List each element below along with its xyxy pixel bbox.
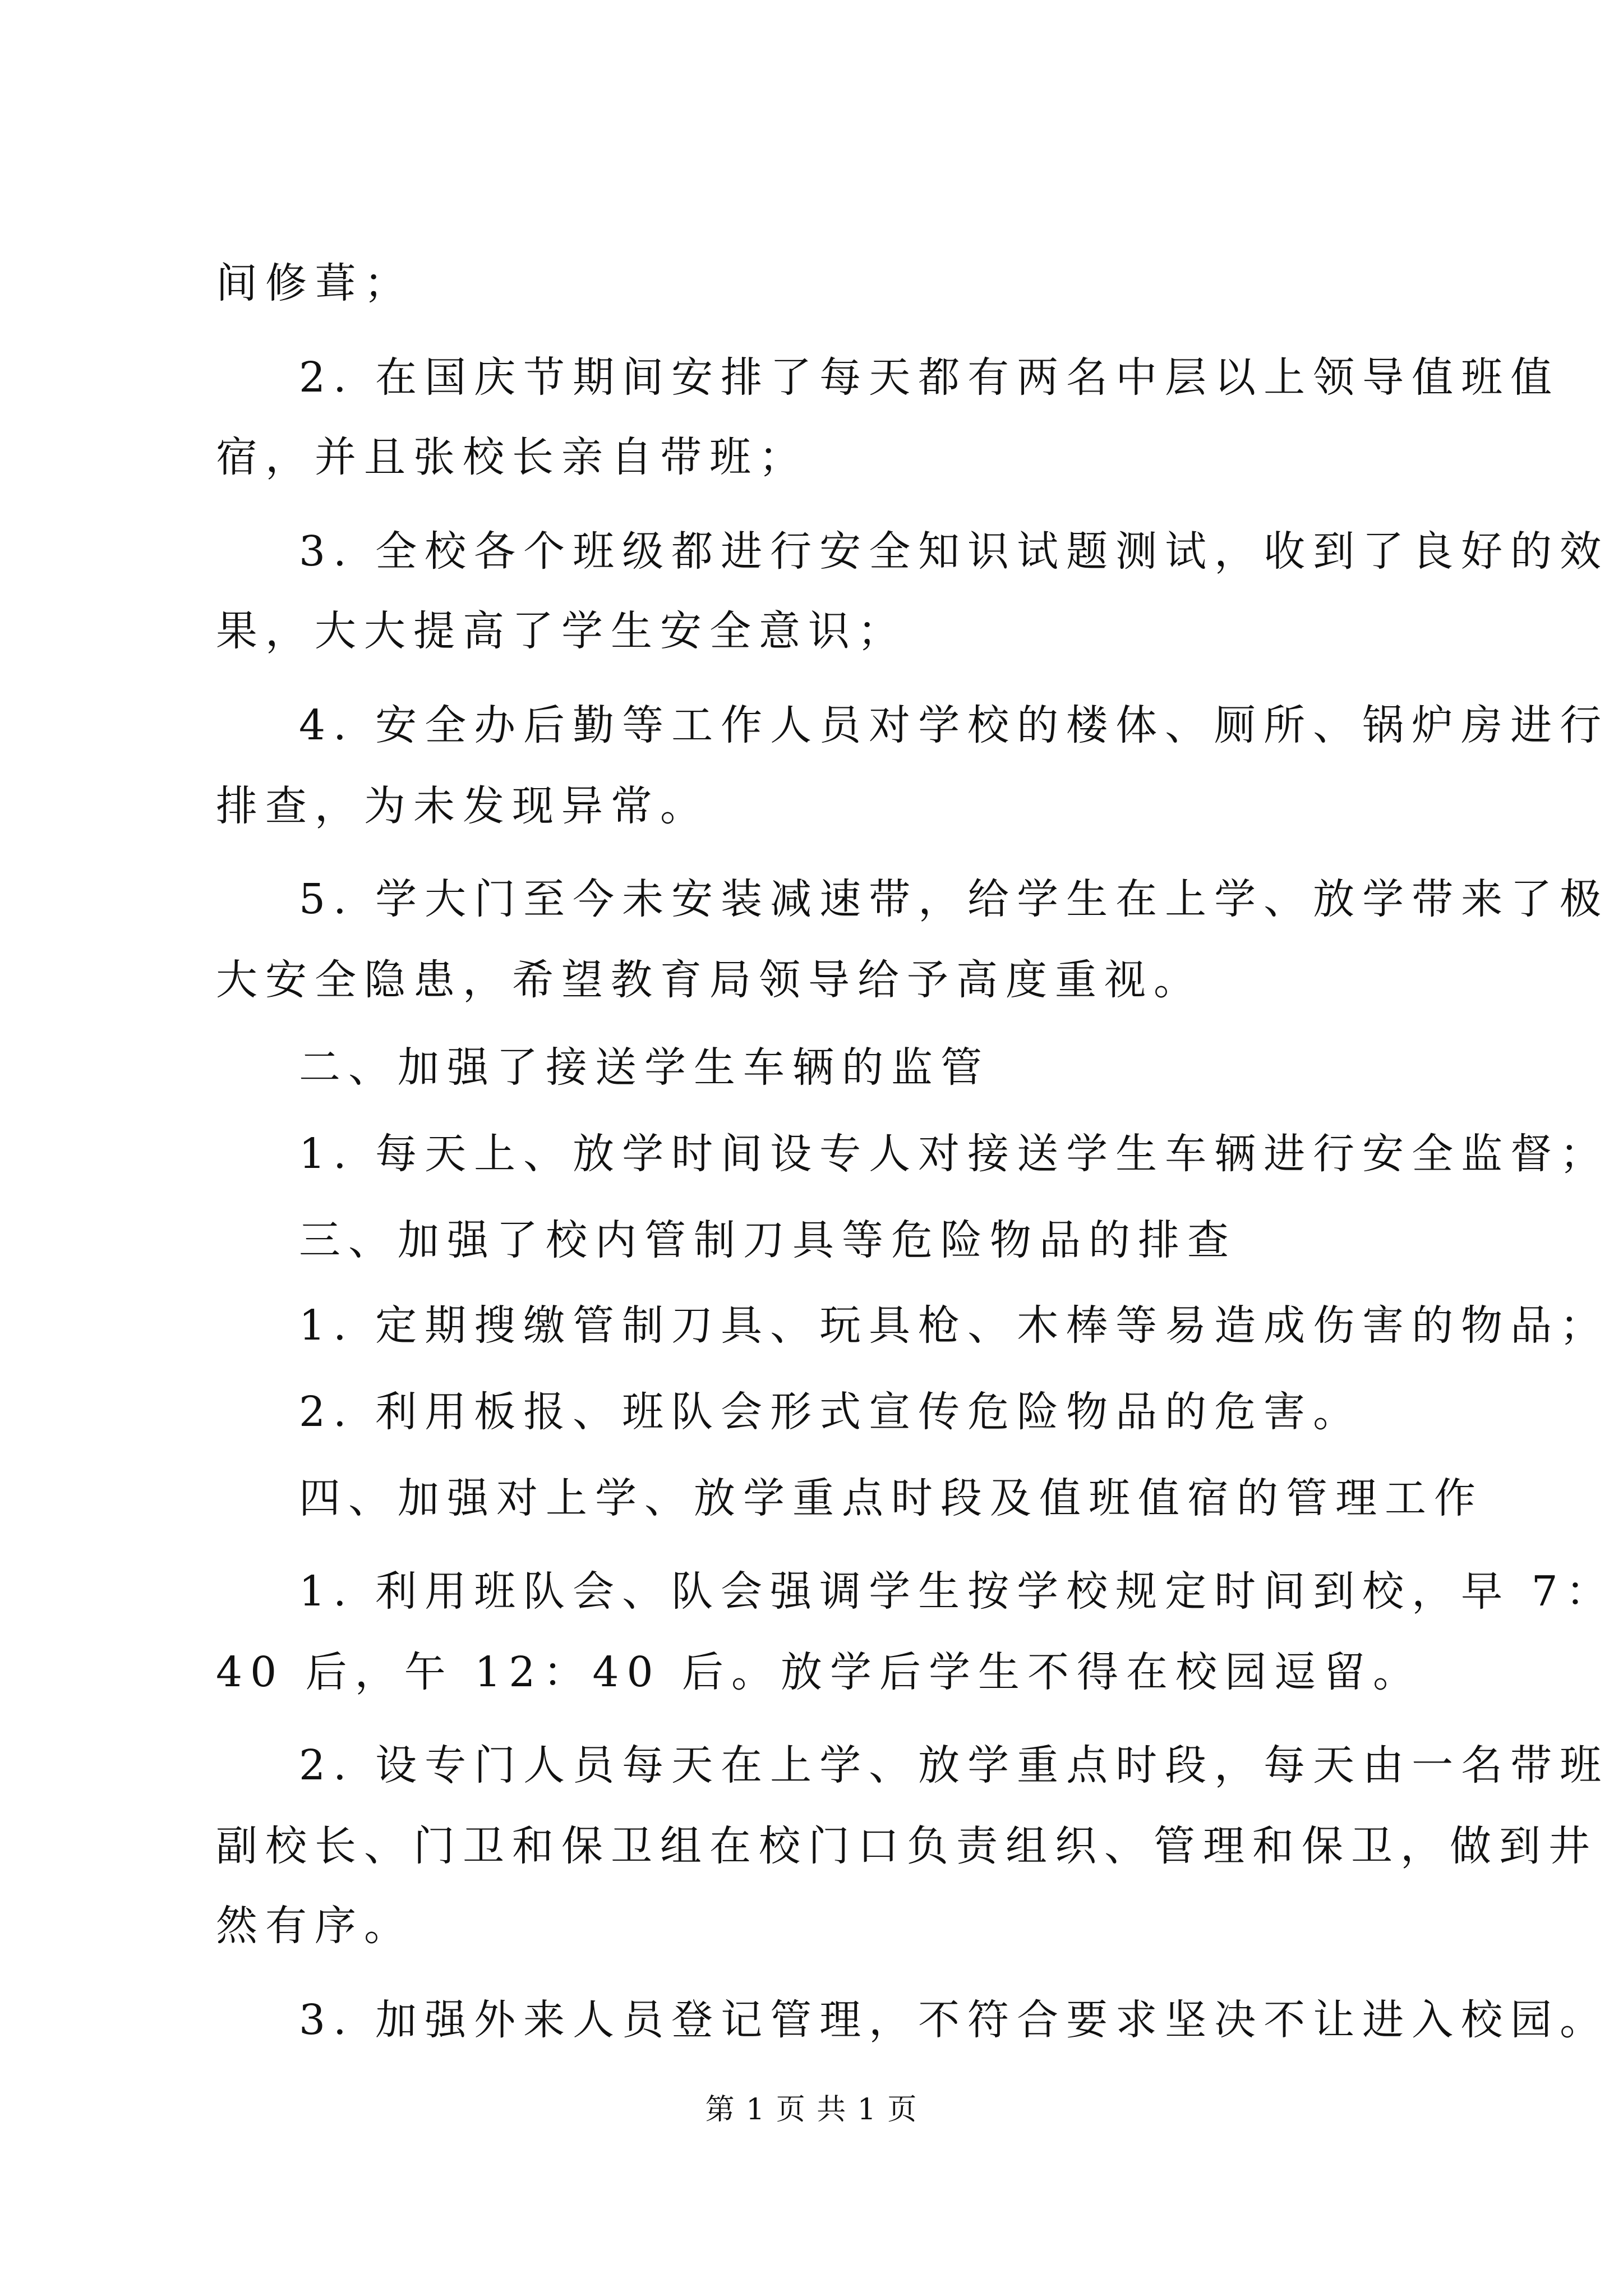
text-line-16: 1. 利用班队会、队会强调学生按学校规定时间到校，早 7： (299, 1567, 1615, 1616)
text-line-14: 2. 利用板报、班队会形式宣传危险物品的危害。 (299, 1388, 1363, 1436)
section-heading-4: 四、加强对上学、放学重点时段及值班值宿的管理工作 (299, 1474, 1483, 1522)
section-heading-3: 三、加强了校内管制刀具等危险物品的排查 (299, 1216, 1237, 1264)
text-line-7: 排查，为未发现异常。 (216, 782, 709, 830)
text-line-9: 大安全隐患，希望教育局领导给予高度重视。 (216, 956, 1203, 1004)
text-line-19: 副校长、门卫和保卫组在校门口负责组织、管理和保卫，做到井 (216, 1822, 1598, 1870)
page-footer: 第 1 页 共 1 页 (705, 2093, 918, 2127)
text-line-8: 5. 学大门至今未安装减速带，给学生在上学、放学带来了极 (299, 875, 1610, 923)
text-line-5: 果，大大提高了学生安全意识； (216, 607, 907, 655)
text-line-13: 1. 定期搜缴管制刀具、玩具枪、木棒等易造成伤害的物品； (299, 1301, 1610, 1350)
text-line-20: 然有序。 (216, 1902, 413, 1950)
text-line-4: 3. 全校各个班级都进行安全知识试题测试，收到了良好的效 (299, 527, 1610, 576)
text-line-3: 宿，并且张校长亲自带班； (216, 433, 808, 481)
text-line-6: 4. 安全办后勤等工作人员对学校的楼体、厕所、锅炉房进行 (299, 701, 1610, 749)
text-line-17: 40 后，午 12：40 后。放学后学生不得在校园逗留。 (216, 1648, 1423, 1696)
text-line-21: 3. 加强外来人员登记管理，不符合要求坚决不让进入校园。 (299, 1996, 1610, 2044)
text-line-1: 间修葺； (216, 259, 413, 307)
section-heading-2: 二、加强了接送学生车辆的监管 (299, 1043, 990, 1092)
text-line-18: 2. 设专门人员每天在上学、放学重点时段，每天由一名带班 (299, 1741, 1610, 1789)
text-line-11: 1. 每天上、放学时间设专人对接送学生车辆进行安全监督； (299, 1130, 1610, 1178)
text-line-2: 2. 在国庆节期间安排了每天都有两名中层以上领导值班值 (299, 353, 1560, 402)
